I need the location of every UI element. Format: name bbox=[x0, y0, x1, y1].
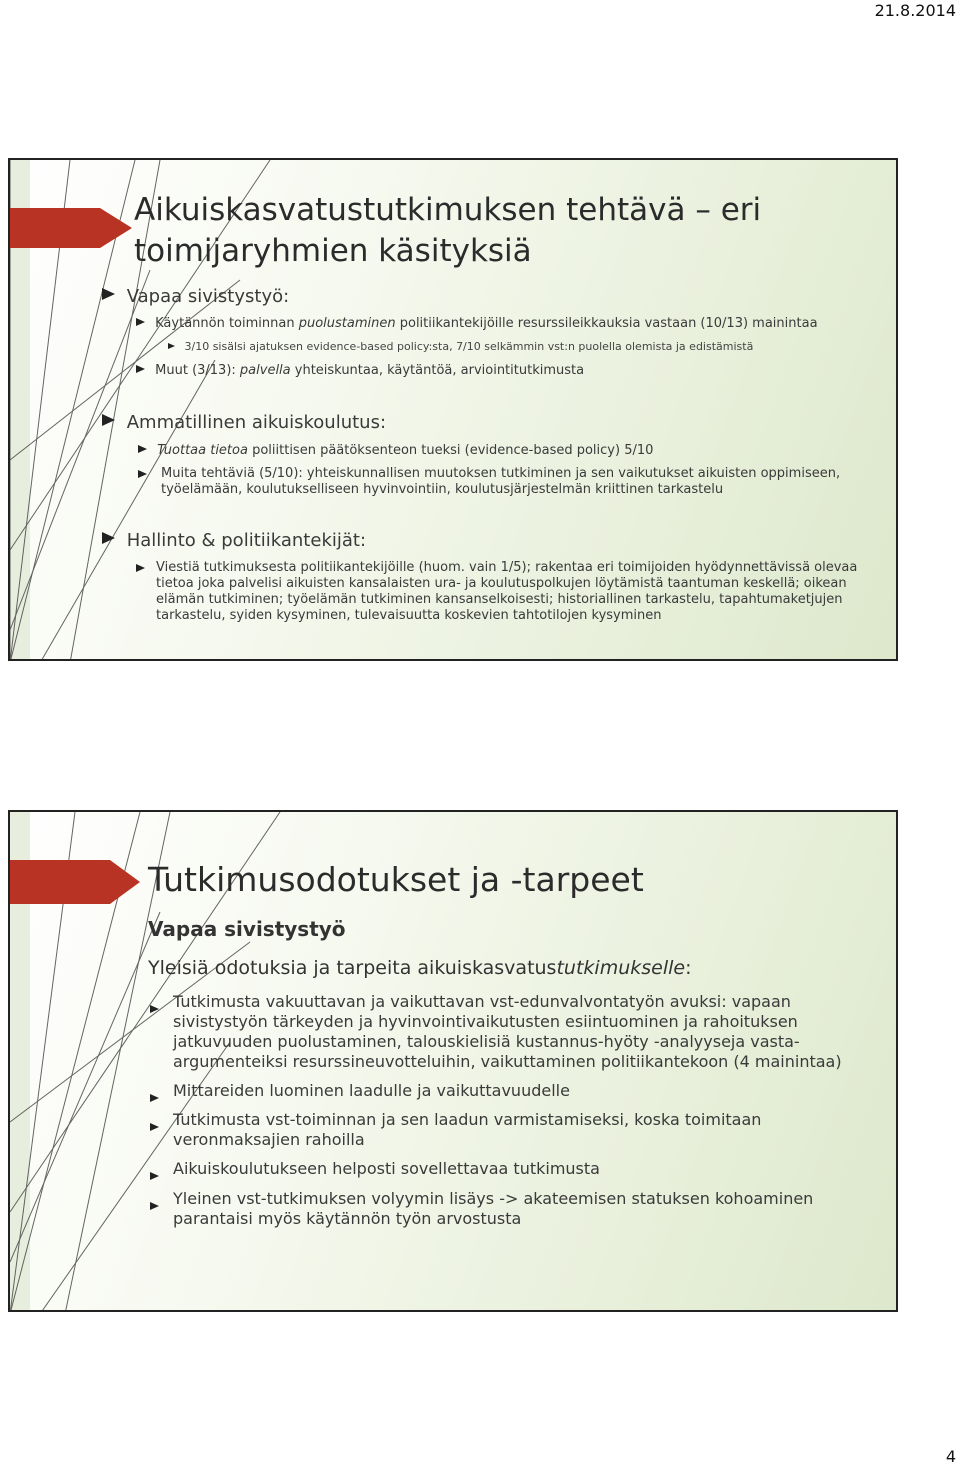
section-heading-text: Ammatillinen aikuiskoulutus: bbox=[126, 412, 387, 433]
arrow-bullet-icon bbox=[150, 1123, 159, 1131]
arrow-bullet-icon bbox=[138, 470, 147, 478]
lead-text-post: : bbox=[685, 957, 692, 979]
arrow-bullet-icon bbox=[150, 1202, 159, 1210]
list-item-text: Mittareiden luominen laadulle ja vaikuttavuudelle bbox=[173, 1081, 570, 1100]
list-item-text: Muita tehtäviä (5/10): yhteiskunnallisen muutoksen tutkiminen ja sen vaikutukset aikuisten oppimiseen, työelämään, koulutukselliseen hyvinvointiin, koulutusjärjestelmän kriittinen tarkastelu bbox=[161, 466, 841, 497]
list-item-text: Viestiä tutkimuksesta politiikantekijöille (huom. vain 1/5); rakentaa eri toimijoiden hyödynnettävissä olevaa tietoa joka palvelisi aikuisten kansalaisten ura- ja koulutuspolkujen löytämistä taantuman keskellä; oikean elämän tutkiminen; työelämän tutkiminen kansanselkoisesti; historiallinen tarkastelu, tapahtumaketjujen tarkastelu, syiden kysyminen, tulevaisuutta koskevien tahtotilojen kysyminen bbox=[156, 560, 858, 623]
list-item-bullet bbox=[150, 1196, 165, 1215]
slide-2-title: Tutkimusodotukset ja -tarpeet bbox=[148, 860, 644, 899]
list-item bbox=[168, 340, 753, 353]
arrow-bullet-icon bbox=[168, 343, 175, 349]
arrow-bullet-icon bbox=[150, 1094, 159, 1102]
slide-2-subtitle: Vapaa sivistystyö bbox=[148, 917, 346, 941]
item-text-pre: Muut (3/13): bbox=[155, 363, 240, 378]
lead-text-em: tutkimukselle bbox=[556, 957, 686, 979]
item-text: 3/10 sisälsi ajatuksen evidence-based policy:sta, 7/10 selkämmin vst:n puolella olemista ja edistämistä bbox=[184, 340, 754, 353]
section-heading-vapaa bbox=[102, 286, 289, 307]
list-item-bullet bbox=[150, 1117, 165, 1136]
slide-2 bbox=[8, 810, 898, 1312]
arrow-bullet-icon bbox=[138, 445, 147, 453]
list-item-text: Tutkimusta vakuuttavan ja vaikuttavan vst-edunvalvontatyön avuksi: vapaan sivistystyön tärkeyden ja hyvinvointivaikutusten esiintuominen ja rahoituksen jatkuvuuden puolustaminen, talouskielisiä kustannus-hyöty -analyyseja vasta-argumenteiksi resurssineuvotteluihin, vaikuttaminen politiikantekoon (4 mainintaa) bbox=[173, 992, 842, 1071]
lead-text-pre: Yleisiä odotuksia ja tarpeita aikuiskasvatus bbox=[148, 957, 557, 979]
item-text-pre: Käytännön toiminnan bbox=[155, 316, 299, 331]
list-item-bullet bbox=[150, 1166, 165, 1185]
list-item bbox=[138, 443, 653, 458]
item-text-post: yhteiskuntaa, käytäntöä, arviointitutkimusta bbox=[290, 363, 585, 378]
item-text-post: politiikantekijöille resurssileikkauksia vastaan (10/13) mainintaa bbox=[395, 316, 818, 331]
arrow-bullet-icon bbox=[136, 564, 145, 572]
slide-2-lead bbox=[148, 957, 692, 979]
list-item-text: Tutkimusta vst-toiminnan ja sen laadun varmistamiseksi, koska toimitaan veronmaksajien rahoilla bbox=[173, 1110, 762, 1149]
item-text-em: Tuottaa tietoa bbox=[157, 443, 248, 458]
item-text-post: poliittisen päätöksenteon tueksi (evidence-based policy) 5/10 bbox=[247, 443, 654, 458]
list-item bbox=[136, 316, 818, 331]
item-text-em: palvella bbox=[239, 363, 291, 378]
list-item bbox=[136, 363, 584, 378]
page-number: 4 bbox=[945, 1447, 956, 1466]
list-item-text: Aikuiskoulutukseen helposti sovellettavaa tutkimusta bbox=[173, 1159, 600, 1178]
page-date: 21.8.2014 bbox=[874, 1, 956, 20]
slide-1-title: Aikuiskasvatustutkimuksen tehtävä – eri toimijaryhmien käsityksiä bbox=[134, 192, 762, 269]
arrow-bullet-icon bbox=[102, 414, 115, 426]
section-heading-text: Vapaa sivistystyö: bbox=[126, 286, 290, 307]
section-heading-hallinto bbox=[102, 530, 366, 551]
arrow-bullet-icon bbox=[150, 1172, 159, 1180]
list-item-bullet bbox=[150, 999, 165, 1018]
item-text-em: puolustaminen bbox=[298, 316, 396, 331]
section-heading-ammatillinen bbox=[102, 412, 386, 433]
arrow-bullet-icon bbox=[102, 288, 115, 300]
list-item-bullet bbox=[138, 468, 153, 483]
slide-1 bbox=[8, 158, 898, 661]
list-item-bullet bbox=[136, 562, 151, 577]
arrow-bullet-icon bbox=[150, 1005, 159, 1013]
arrow-bullet-icon bbox=[136, 365, 145, 373]
section-heading-text: Hallinto & politiikantekijät: bbox=[126, 530, 367, 551]
arrow-bullet-icon bbox=[102, 532, 115, 544]
list-item-text: Yleinen vst-tutkimuksen volyymin lisäys -> akateemisen statuksen kohoaminen parantaisi myös käytännön työn arvostusta bbox=[173, 1189, 814, 1228]
list-item-bullet bbox=[150, 1088, 165, 1107]
arrow-bullet-icon bbox=[136, 318, 145, 326]
